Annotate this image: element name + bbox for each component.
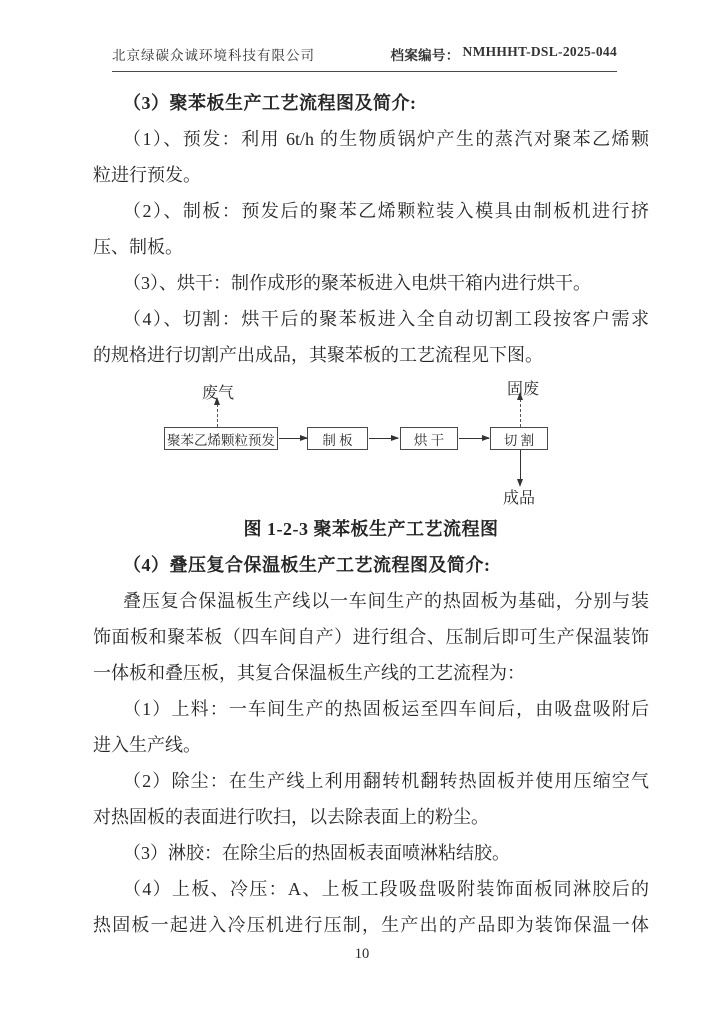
solid-waste-arrow-icon [520,399,521,427]
archive-value: NMHHHT-DSL-2025-044 [462,44,617,59]
text-line: 压、制板。 [93,237,183,257]
section-3-text [93,85,649,373]
section-heading-3: （3）聚苯板生产工艺流程图及简介: [123,93,417,113]
section-heading-4: （4）叠压复合保温板生产工艺流程图及简介: [123,555,491,575]
text-line: （4）、切割：烘干后的聚苯板进入全自动切割工段按客户需求 [123,309,649,329]
waste-gas-arrow-icon [217,404,218,427]
text-line: （1）上料：一车间生产的热固板运至四车间后，由吸盘吸附后 [123,699,649,719]
solid-waste-label: 固废 [507,381,540,398]
text-line: 进入生产线。 [93,735,201,755]
text-line: （3）、烘干：制作成形的聚苯板进入电烘干箱内进行烘干。 [123,273,591,293]
finished-product-label: 成品 [503,490,536,507]
text-line: （2）、制板：预发后的聚苯乙烯颗粒装入模具由制板机进行挤 [123,201,649,221]
page-footer [0,940,724,968]
company-name: 北京绿碳众诚环境科技有限公司 [112,48,315,63]
text-line: 饰面板和聚苯板（四车间自产）进行组合、压制后即可生产保温装饰 [93,627,649,647]
flow-box-board-forming: 制 板 [307,427,368,450]
text-line: 对热固板的表面进行吹扫，以去除表面上的粉尘。 [93,807,489,827]
flow-arrow-2-icon [369,438,398,439]
archive-number [391,44,617,64]
page-header [112,44,617,72]
text-line: （3）淋胶：在除尘后的热固板表面喷淋粘结胶。 [123,843,510,863]
archive-label: 档案编号： [390,48,460,63]
flow-box-cutting: 切 割 [490,427,548,450]
text-line: 一体板和叠压板，其复合保温板生产线的工艺流程为： [93,663,525,683]
text-line: 热固板一起进入冷压机进行压制，生产出的产品即为装饰保温一体 [93,915,649,935]
text-line: （4）上板、冷压：A、上板工段吸盘吸附装饰面板同淋胶后的 [123,879,649,899]
page-number: 10 [354,946,370,962]
text-line: （1）、预发：利用 6t/h 的生物质锅炉产生的蒸汽对聚苯乙烯颗 [123,129,649,149]
text-line: 的规格进行切割产出成品，其聚苯板的工艺流程见下图。 [93,345,543,365]
product-arrow-icon [520,450,521,480]
flow-arrow-3-icon [459,438,489,439]
waste-gas-label: 废气 [202,385,235,402]
flow-arrow-1-icon [279,438,307,439]
section-4-text [93,511,649,943]
figure-caption: 图 1-2-3 聚苯板生产工艺流程图 [243,519,499,539]
process-flowchart [0,373,724,511]
flow-box-drying: 烘 干 [400,427,458,450]
flow-box-prefoaming: 聚苯乙烯颗粒预发 [164,427,278,450]
text-line: 粒进行预发。 [93,165,201,185]
text-line: （2）除尘：在生产线上利用翻转机翻转热固板并使用压缩空气 [123,771,649,791]
text-line: 叠压复合保温板生产线以一车间生产的热固板为基础，分别与装 [123,591,649,611]
